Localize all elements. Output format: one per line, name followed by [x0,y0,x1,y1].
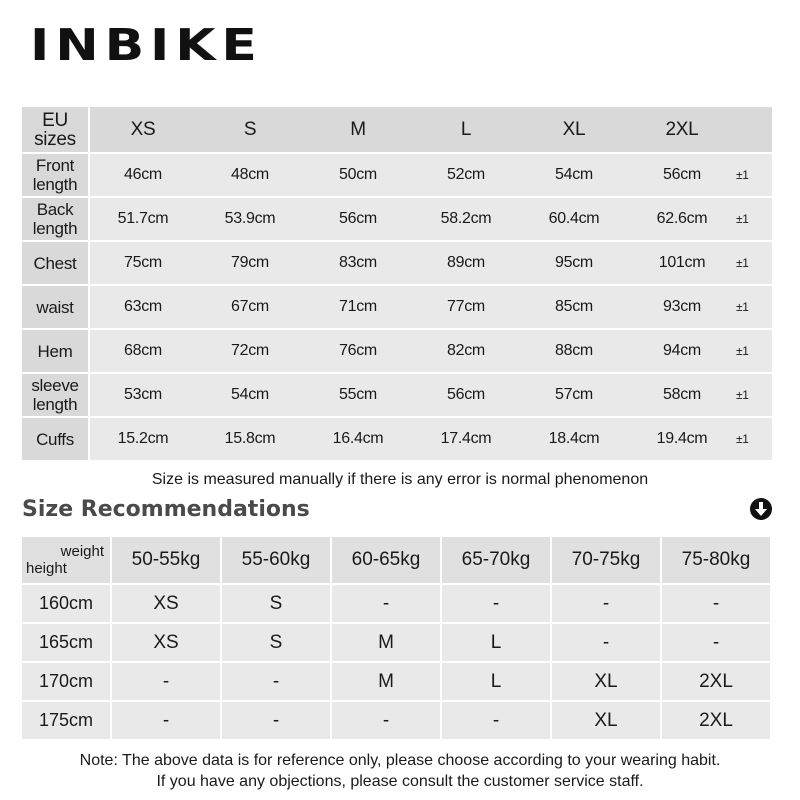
size-recommendation-cell: 2XL [662,702,772,741]
size-header-row [22,107,772,154]
measurement-value: 101cm [628,242,736,286]
tolerance-label: ±1 [736,330,772,374]
recommendations-title: Size Recommendations [22,497,310,522]
size-recommendation-cell: - [112,663,222,702]
size-recommendation-cell: - [442,585,552,624]
weight-header-cell: 50-55kg [112,537,222,585]
size-recommendation-cell: - [332,585,442,624]
size-recommendation-cell: S [222,585,332,624]
size-header-cell [736,107,772,154]
weight-header-cell: 60-65kg [332,537,442,585]
weight-axis-label: weight [60,543,104,560]
size-recommendation-cell: - [662,585,772,624]
measurement-value: 53cm [90,374,196,418]
measurement-label: Front length [22,154,90,198]
measurement-value: 83cm [304,242,412,286]
measurement-value: 60.4cm [520,198,628,242]
size-recommendation-cell: - [222,663,332,702]
size-header-cell: 2XL [628,107,736,154]
recommendation-table [22,537,772,741]
measurement-label: waist [22,286,90,330]
measurement-value: 88cm [520,330,628,374]
measurement-value: 54cm [520,154,628,198]
measurement-value: 52cm [412,154,520,198]
size-recommendation-cell: - [552,624,662,663]
size-recommendation-cell: - [112,702,222,741]
height-row [22,585,772,624]
measurement-value: 58.2cm [412,198,520,242]
measurement-value: 51.7cm [90,198,196,242]
tolerance-label: ±1 [736,418,772,462]
measurement-value: 15.2cm [90,418,196,462]
measurement-value: 46cm [90,154,196,198]
measurement-row [22,198,772,242]
height-row [22,624,772,663]
weight-header-row [22,537,772,585]
measurement-value: 16.4cm [304,418,412,462]
size-recommendation-cell: 2XL [662,663,772,702]
tolerance-label: ±1 [736,198,772,242]
weight-header-cell: 75-80kg [662,537,772,585]
measurement-value: 19.4cm [628,418,736,462]
measurement-label: Cuffs [22,418,90,462]
measurement-value: 82cm [412,330,520,374]
height-row [22,702,772,741]
measurement-value: 55cm [304,374,412,418]
size-recommendation-cell: L [442,663,552,702]
weight-header-cell: 55-60kg [222,537,332,585]
measurement-value: 54cm [196,374,304,418]
weight-header-cell: 65-70kg [442,537,552,585]
tolerance-label: ±1 [736,286,772,330]
measurement-value: 15.8cm [196,418,304,462]
measurement-row [22,374,772,418]
size-recommendation-cell: M [332,624,442,663]
measurement-value: 72cm [196,330,304,374]
header-corner [22,537,112,585]
measurement-value: 67cm [196,286,304,330]
size-header-cell: XS [90,107,196,154]
measurement-value: 75cm [90,242,196,286]
size-recommendation-cell: L [442,624,552,663]
brand-logo: INBIKE [30,20,263,71]
size-header-cell: S [196,107,304,154]
measurement-label: Chest [22,242,90,286]
tolerance-label: ±1 [736,242,772,286]
measurement-row [22,330,772,374]
arrow-down-circle-icon[interactable] [750,498,772,520]
measurement-row [22,286,772,330]
measurement-value: 93cm [628,286,736,330]
bottom-note [0,750,800,792]
size-recommendation-cell: XS [112,585,222,624]
height-label: 160cm [22,585,112,624]
tolerance-label: ±1 [736,154,772,198]
size-recommendation-cell: XL [552,663,662,702]
eu-sizes-label: EU sizes [22,107,90,154]
measurement-value: 56cm [304,198,412,242]
measurement-value: 57cm [520,374,628,418]
measurement-value: 94cm [628,330,736,374]
measurement-value: 18.4cm [520,418,628,462]
measurement-value: 48cm [196,154,304,198]
size-recommendation-cell: S [222,624,332,663]
measurement-value: 77cm [412,286,520,330]
measure-note: Size is measured manually if there is any error is normal phenomenon [151,471,649,488]
size-header-cell: XL [520,107,628,154]
measurement-row [22,154,772,198]
height-label: 165cm [22,624,112,663]
size-recommendation-cell: M [332,663,442,702]
note-line-2: If you have any objections, please consult the customer service staff. [156,773,644,790]
measurement-value: 53.9cm [196,198,304,242]
size-chart-table [22,107,772,462]
measurement-value: 56cm [628,154,736,198]
measurement-value: 63cm [90,286,196,330]
height-label: 175cm [22,702,112,741]
measurement-value: 71cm [304,286,412,330]
measurement-value: 89cm [412,242,520,286]
height-label: 170cm [22,663,112,702]
measurement-value: 50cm [304,154,412,198]
size-recommendation-cell: XL [552,702,662,741]
note-line-1: Note: The above data is for reference only, please choose according to your wearing habit. [79,752,721,769]
measurement-row [22,242,772,286]
size-header-cell: M [304,107,412,154]
tolerance-label: ±1 [736,374,772,418]
measurement-value: 56cm [412,374,520,418]
size-recommendation-cell: - [222,702,332,741]
measurement-label: Back length [22,198,90,242]
height-axis-label: height [26,560,67,577]
measurement-value: 76cm [304,330,412,374]
measurement-label: Hem [22,330,90,374]
measurement-value: 58cm [628,374,736,418]
measurement-label: sleeve length [22,374,90,418]
weight-header-cell: 70-75kg [552,537,662,585]
measurement-value: 79cm [196,242,304,286]
size-recommendation-cell: - [442,702,552,741]
measurement-value: 85cm [520,286,628,330]
size-recommendation-cell: - [332,702,442,741]
measurement-row [22,418,772,462]
measurement-value: 68cm [90,330,196,374]
measurement-value: 17.4cm [412,418,520,462]
measurement-value: 95cm [520,242,628,286]
measurement-value: 62.6cm [628,198,736,242]
size-recommendation-cell: - [552,585,662,624]
size-header-cell: L [412,107,520,154]
height-row [22,663,772,702]
size-recommendation-cell: - [662,624,772,663]
size-recommendation-cell: XS [112,624,222,663]
